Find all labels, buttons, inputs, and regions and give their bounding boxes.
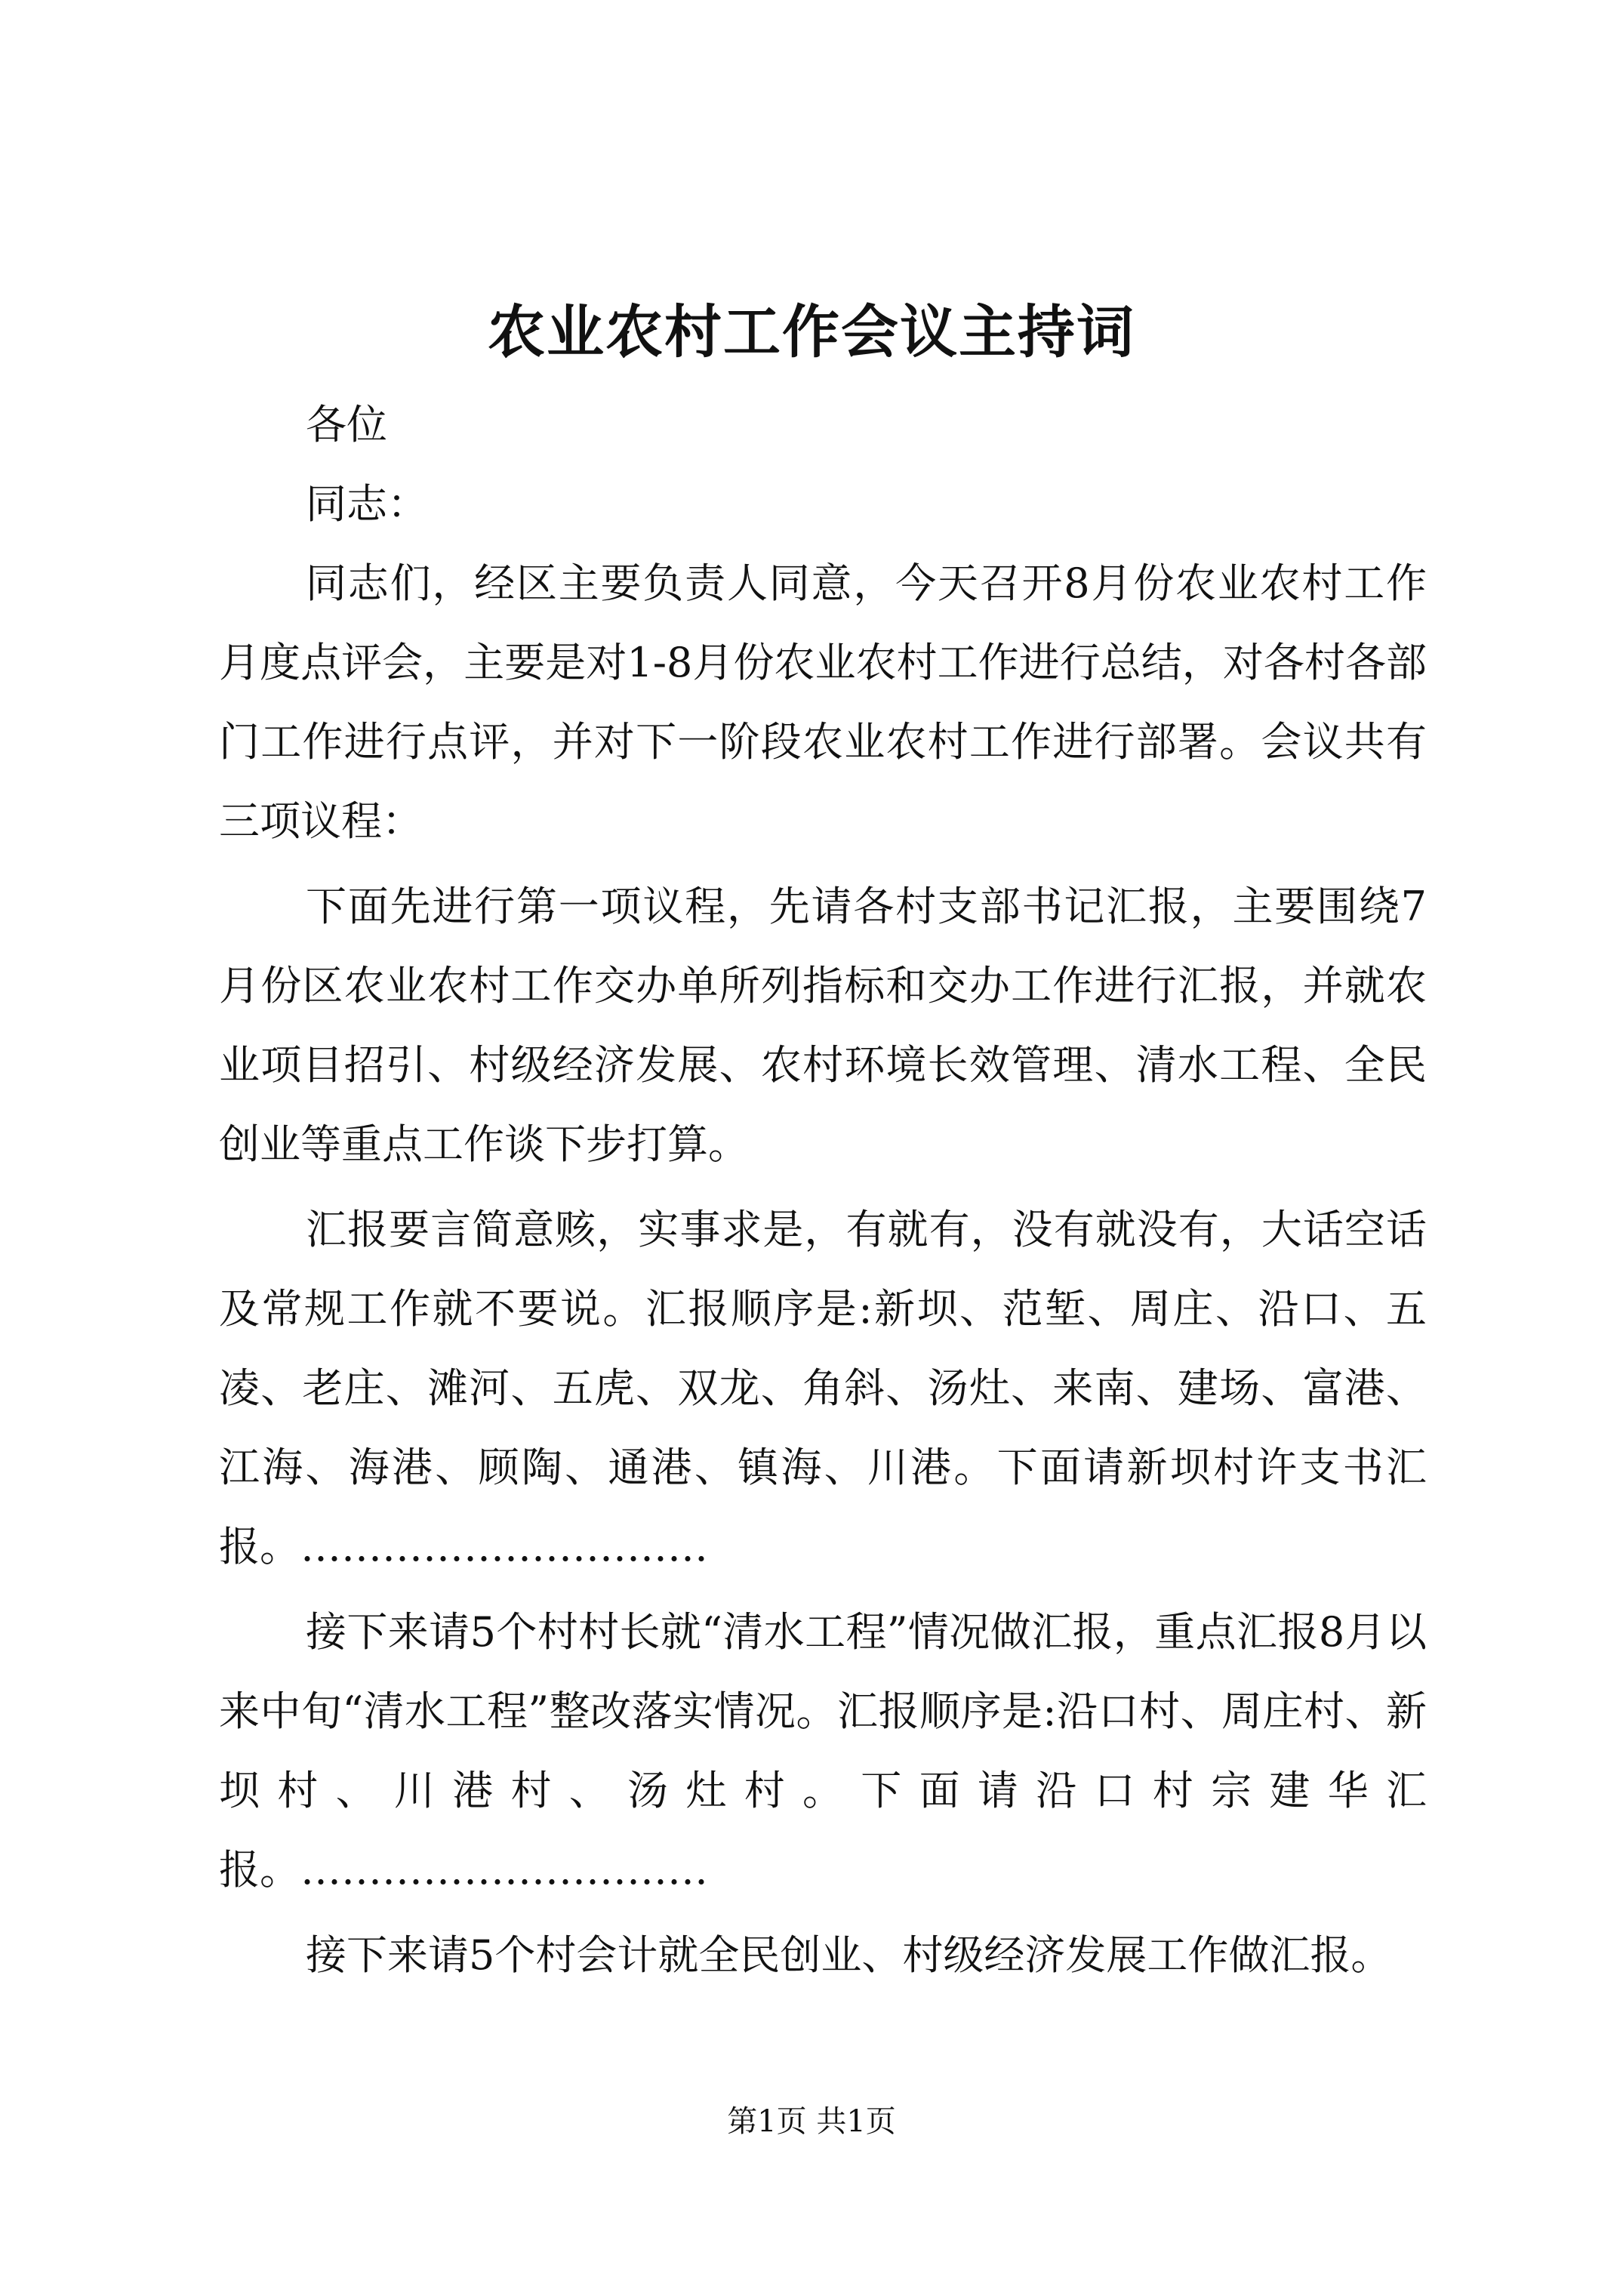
document-body [219,385,1427,2001]
paragraph-accountants: 接下来请5个村会计就全民创业、村级经济发展工作做汇报。 [306,1931,1392,1979]
salutation-line-2: 同志： [306,480,428,528]
paragraph-opening: 同志们，经区主要负责人同意，今天召开8月份农业农村工作月度点评会，主要是对1-8月份农业农村工作进行总结，对各村各部门工作进行点评，并对下一阶段农业农村工作进行部署。会议共有三项议程： [219,559,1427,845]
document-title: 农业农村工作会议主持词 [488,298,1135,365]
page-footer: 第1页 共1页 [727,2104,896,2139]
salutation-line-1: 各位 [306,401,387,448]
paragraph-report-order: 汇报要言简意赅，实事求是，有就有，没有就没有，大话空话及常规工作就不要说。汇报顺序是:新坝、范堑、周庄、沿口、五凌、老庄、滩河、五虎、双龙、角斜、汤灶、来南、建场、富港、江海、海港、顾陶、通港、镇海、川港。下面请新坝村许支书汇报。………………………… [219,1206,1427,1570]
paragraph-clean-water: 接下来请5个村村长就“清水工程”情况做汇报，重点汇报8月以来中旬“清水工程”整改落实情况。汇报顺序是:沿口村、周庄村、新坝村、川港村、汤灶村。下面请沿口村宗建华汇报。………………………… [219,1608,1427,1894]
paragraph-agenda-one: 下面先进行第一项议程，先请各村支部书记汇报，主要围绕7月份区农业农村工作交办单所列指标和交办工作进行汇报，并就农业项目招引、村级经济发展、农村环境长效管理、清水工程、全民创业等重点工作谈下步打算。 [219,883,1427,1168]
